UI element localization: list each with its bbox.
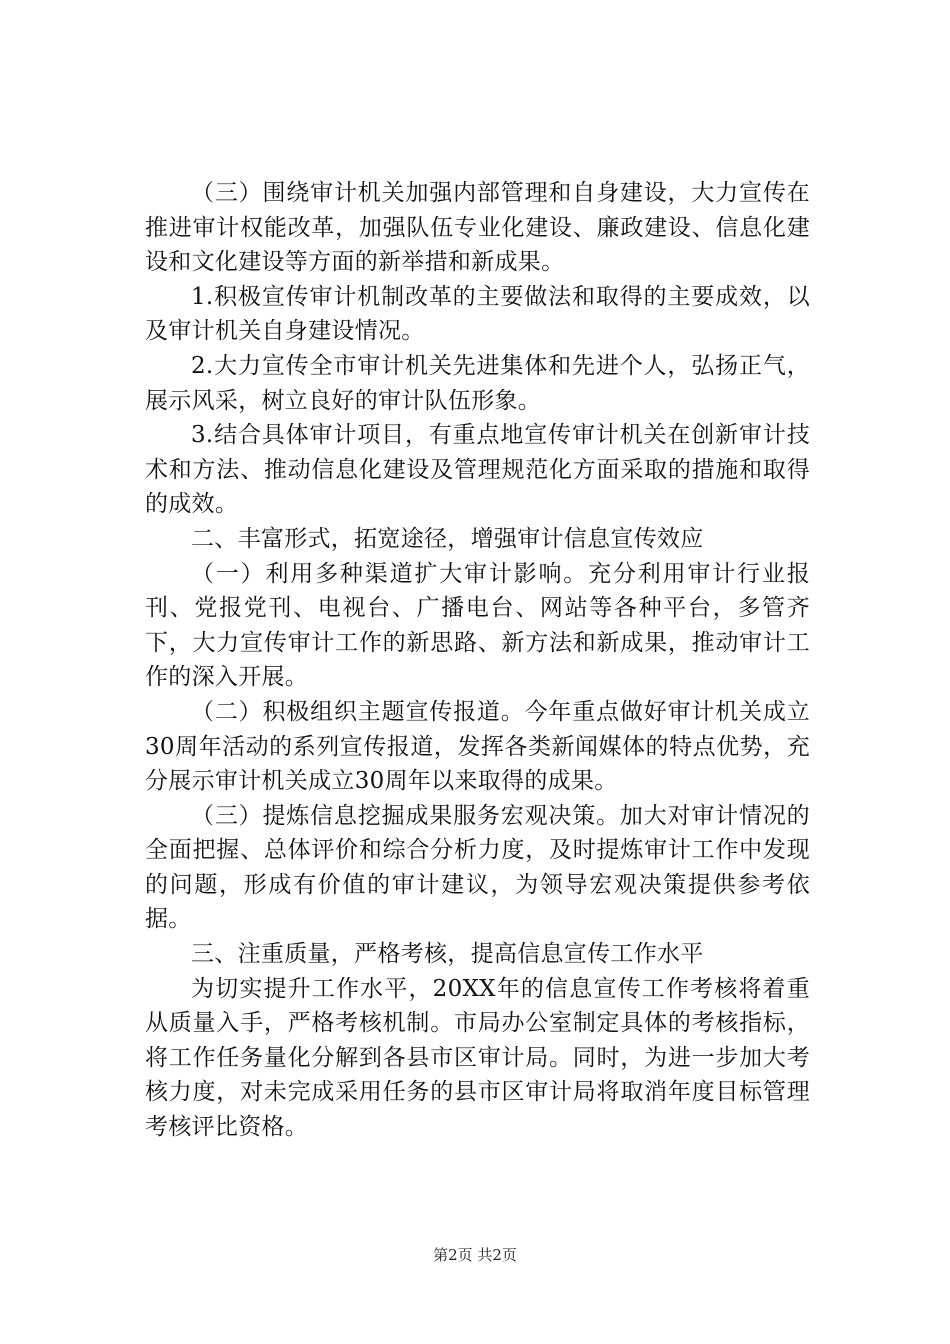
paragraph-item-1: 1.积极宣传审计机制改革的主要做法和取得的主要成效，以及审计机关自身建设情况。	[145, 283, 810, 345]
section-heading-3: 三、注重质量，严格考核，提高信息宣传工作水平	[191, 941, 704, 968]
paragraph-theme-reporting: （二）积极组织主题宣传报道。今年重点做好审计机关成立30周年活动的系列宣传报道，发挥各类新闻媒体的特点优势，充分展示审计机关成立30周年以来取得的成果。	[145, 698, 810, 795]
paragraph-assessment: 为切实提升工作水平，20XX年的信息宣传工作考核将着重从质量入手，严格考核机制。市局办公室制定具体的考核指标，将工作任务量化分解到各县市区审计局。同时，为进一步加大考核力度，对未完成采用任务的县市区审计局将取消年度目标管理考核评比资格。	[145, 975, 810, 1141]
section-heading-2: 二、丰富形式，拓宽途径，增强审计信息宣传效应	[191, 525, 704, 552]
paragraph-channels: （一）利用多种渠道扩大审计影响。充分利用审计行业报刊、党报党刊、电视台、广播电台、网站等各种平台，多管齐下，大力宣传审计工作的新思路、新方法和新成果，推动审计工作的深入开展。	[145, 560, 810, 691]
paragraph-item-3: 3.结合具体审计项目，有重点地宣传审计机关在创新审计技术和方法、推动信息化建设及管理规范化方面采取的措施和取得的成效。	[145, 422, 810, 518]
document-body	[145, 176, 810, 1145]
page-footer: 第2页 共2页	[433, 1246, 517, 1264]
paragraph-section-3-intro: （三）围绕审计机关加强内部管理和自身建设，大力宣传在推进审计权能改革，加强队伍专业化建设、廉政建设、信息化建设和文化建设等方面的新举措和新成果。	[145, 180, 810, 276]
paragraph-item-2: 2.大力宣传全市审计机关先进集体和先进个人，弘扬正气，展示风采，树立良好的审计队伍形象。	[145, 352, 810, 414]
paragraph-decision-service: （三）提炼信息挖掘成果服务宏观决策。加大对审计情况的全面把握、总体评价和综合分析力度，及时提炼审计工作中发现的问题，形成有价值的审计建议，为领导宏观决策提供参考依据。	[145, 802, 810, 933]
